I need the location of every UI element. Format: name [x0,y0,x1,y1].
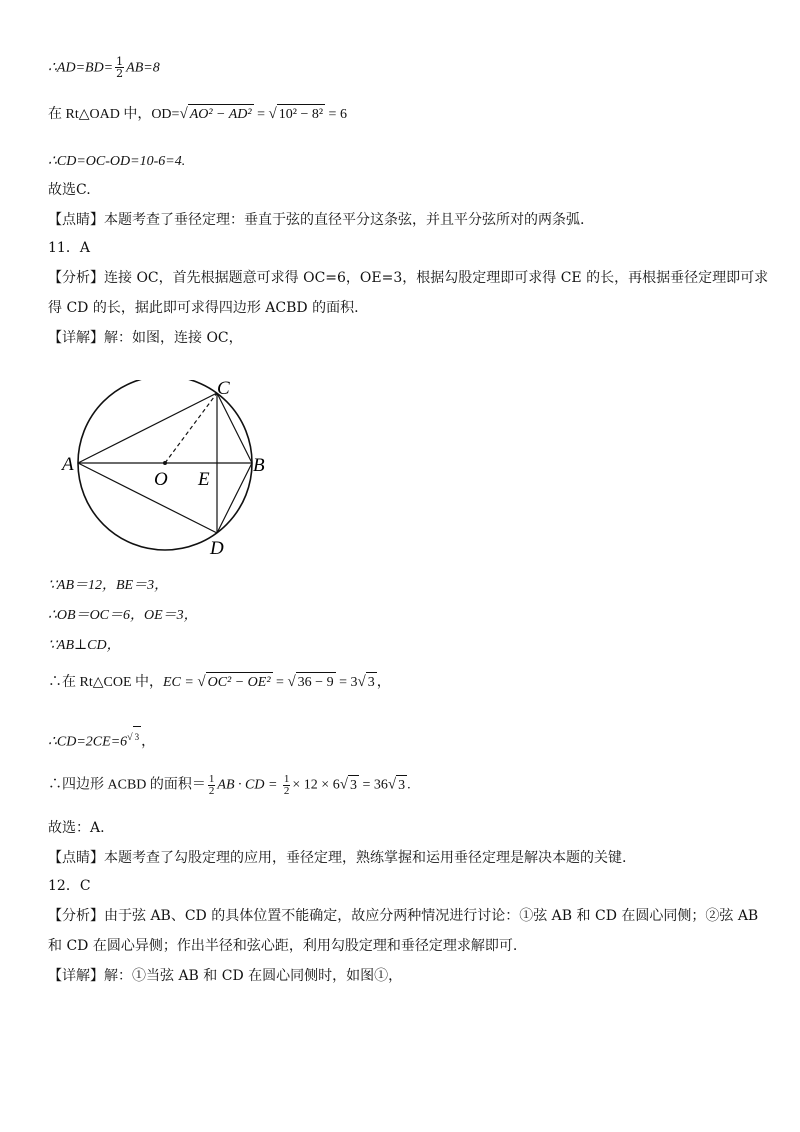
line-7: 【分析】连接 OC，首先根据题意可求得 OC=6，OE=3，根据勾股定理即可求得 CE 的长，再根据垂径定理即可求 [48,270,769,286]
line-2: 在 Rt△OAD 中，OD=√ AO² − AD² = √ 10² − 8² = 6 [48,104,347,125]
line-21: 【详解】解：①当弦 AB 和 CD 在圆心同侧时，如图①， [48,968,403,984]
line-4: 故选C. [48,182,91,198]
line-9: 【详解】解：如图，连接 OC， [48,330,243,346]
line-12: ∵AB⊥CD， [48,638,121,653]
line-19: 【分析】由于弦 AB、CD 的具体位置不能确定，故应分两种情况进行讨论：①弦 AB 和 CD 在圆心同侧；②弦 AB [48,908,759,924]
line-11: ∴OB＝OC＝6，OE＝3， [48,608,198,623]
segment-ad [78,463,217,533]
line-15: ∴四边形 ACBD 的面积＝ $\frac{1}{2}$ AB · CD = $\frac{1}{2}$ × 12 × 6√ 3 = 36√ 3 . [48,773,411,797]
segment-ac [78,393,217,463]
line-10: ∵AB＝12，BE＝3， [48,578,169,593]
line-6: 11．A [48,240,90,256]
line-1: ∴AD=BD= $\frac{1}{2}$ AB=8 [48,55,160,80]
segment-db [217,463,252,533]
segment-cb [217,393,252,463]
line-3: ∴CD=OC-OD=10-6=4. [48,154,186,169]
label-e: E [198,469,210,490]
label-o: O [154,469,168,490]
center-point [163,461,167,465]
label-c: C [217,380,230,399]
line-8: 得 CD 的长，据此即可求得四边形 ACBD 的面积. [48,300,359,316]
label-a: A [62,454,74,475]
line-16: 故选：A. [48,820,105,836]
circle-figure [60,380,290,560]
line-18: 12．C [48,878,91,894]
label-b: B [253,455,265,476]
line-17: 【点睛】本题考查了勾股定理的应用，垂径定理，熟练掌握和运用垂径定理是解决本题的关键. [48,850,627,866]
line-5: 【点睛】本题考查了垂径定理：垂直于弦的直径平分这条弦，并且平分弦所对的两条弧. [48,212,585,228]
line-13: ∴在 Rt△COE 中，EC = √ OC² − OE² = √ 36 − 9 = 3√ 3 ， [48,672,391,693]
segment-oc-dashed [165,393,217,463]
fraction: $\frac{1}{2}$ [116,55,124,80]
line-20: 和 CD 在圆心异侧；作出半径和弦心距，利用勾股定理和垂径定理求解即可. [48,938,518,954]
line-14: $\therefore CD=2CE=6^{√ 3}$ ， [48,726,155,753]
label-d: D [210,538,224,559]
